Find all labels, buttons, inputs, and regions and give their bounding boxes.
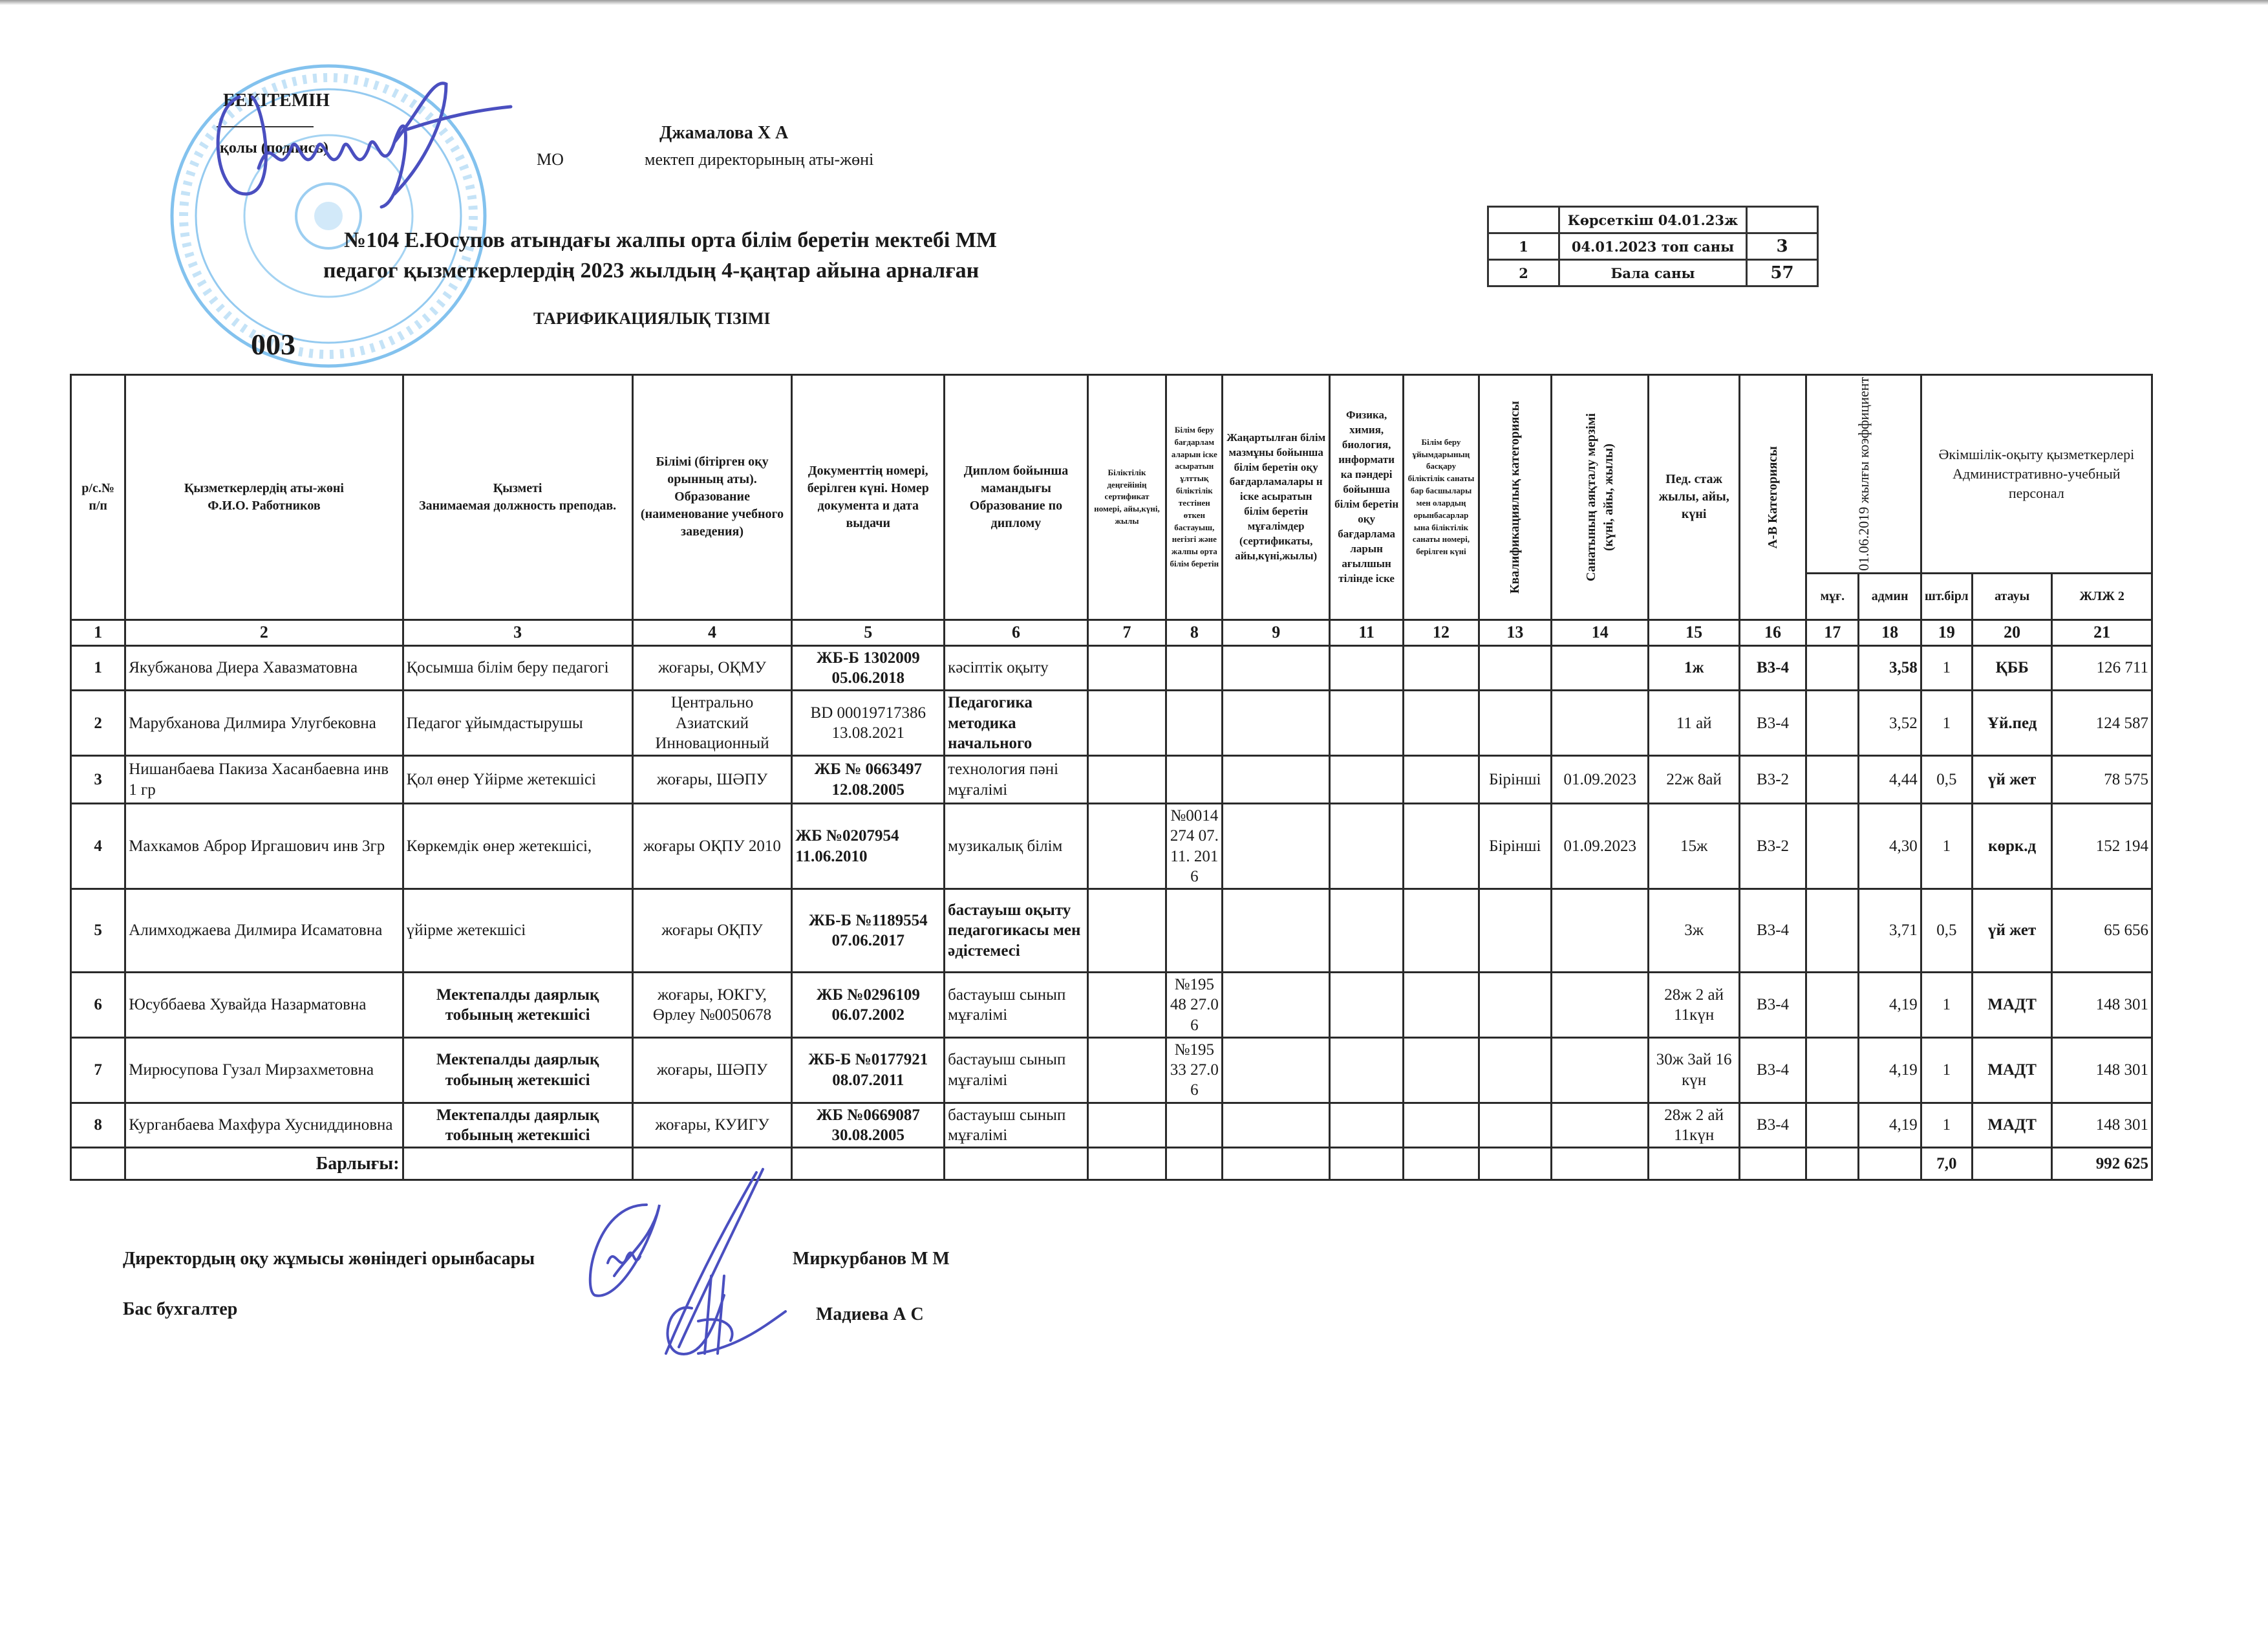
- table-cell: бастауыш сынып мұғалімі: [945, 973, 1088, 1038]
- column-number: 3: [403, 620, 632, 645]
- scan-edge: [0, 0, 2268, 5]
- table-cell: [1087, 645, 1166, 691]
- column-header: Пед. стаж жылы, айы, күні: [1649, 375, 1739, 620]
- table-cell: [1166, 645, 1223, 691]
- table-cell: [1087, 889, 1166, 973]
- table-cell: 3ж: [1649, 889, 1739, 973]
- table-cell: [1552, 645, 1649, 691]
- table-cell: [792, 1148, 945, 1180]
- column-header: [1479, 375, 1551, 620]
- footer: [70, 1249, 2153, 1352]
- document-body: [70, 374, 2153, 1352]
- table-cell: Алимходжаева Дилмира Исаматовна: [125, 889, 403, 973]
- table-cell: үй жет: [1972, 756, 2051, 804]
- table-row: [71, 889, 2152, 973]
- column-number: 9: [1223, 620, 1330, 645]
- table-cell: [1404, 889, 1479, 973]
- table-row: [71, 691, 2152, 756]
- total-row: [71, 1148, 2152, 1180]
- table-cell: [1806, 889, 1859, 973]
- table-cell: [1329, 1148, 1403, 1180]
- table-cell: [1552, 1103, 1649, 1148]
- table-cell: [1166, 1148, 1223, 1180]
- column-header-label: Квалификациялық категориясы: [1507, 400, 1522, 594]
- table-cell: үйірме жетекшісі: [403, 889, 632, 973]
- table-cell: Қол өнер Үйірме жетекшісі: [403, 756, 632, 804]
- indicator-header: Көрсеткіш 04.01.23ж: [1559, 207, 1747, 233]
- table-cell: Махкамов Аброр Иргашович инв 3гр: [125, 804, 403, 889]
- column-number: 12: [1404, 620, 1479, 645]
- table-row: [71, 1037, 2152, 1103]
- title-line-2: педагог қызметкерлердің 2023 жылдың 4-қаңтар айына арналған: [323, 259, 979, 283]
- title-line-1: №104 Е.Юсупов атындағы жалпы орта білім беретін мектебі ММ: [344, 228, 998, 252]
- accountant-name: Мадиева А С: [816, 1304, 924, 1325]
- director-signature: [200, 71, 524, 213]
- table-cell: 01.09.2023: [1552, 756, 1649, 804]
- total-units: 7,0: [1921, 1148, 1972, 1180]
- table-cell: МАДТ: [1972, 1103, 2051, 1148]
- table-cell: 4,19: [1859, 1103, 1921, 1148]
- table-cell: 1: [1921, 973, 1972, 1038]
- table-cell: Қосымша білім беру педагогі: [403, 645, 632, 691]
- table-cell: Бірінші: [1479, 756, 1551, 804]
- table-cell: 22ж 8ай: [1649, 756, 1739, 804]
- table-cell: 148 301: [2052, 973, 2152, 1038]
- table-cell: Якубжанова Диера Хавазматовна: [125, 645, 403, 691]
- table-cell: 4,19: [1859, 973, 1921, 1038]
- table-cell: [1404, 691, 1479, 756]
- document-title: ТАРИФИКАЦИЯЛЫҚ ТІЗІМІ: [533, 309, 771, 328]
- table-cell: [71, 1148, 125, 1180]
- table-cell: [1223, 973, 1330, 1038]
- deputy-signature: [569, 1166, 789, 1360]
- table-cell: 4,44: [1859, 756, 1921, 804]
- table-cell: [1223, 1037, 1330, 1103]
- table-cell: [1087, 1037, 1166, 1103]
- table-cell: Педагогика методика начального: [945, 691, 1088, 756]
- table-cell: [1806, 1037, 1859, 1103]
- column-number: 6: [945, 620, 1088, 645]
- table-cell: [1166, 691, 1223, 756]
- table-cell: ЖБ №0296109 06.07.2002: [792, 973, 945, 1038]
- table-cell: [1329, 973, 1403, 1038]
- column-number: 18: [1859, 620, 1921, 645]
- indicator-row: 2 Бала саны 57: [1488, 260, 1818, 286]
- table-cell: 1: [1921, 804, 1972, 889]
- table-cell: 1: [1921, 645, 1972, 691]
- table-cell: [1806, 973, 1859, 1038]
- table-cell: 1: [71, 645, 125, 691]
- column-number: 7: [1087, 620, 1166, 645]
- table-cell: [1552, 1148, 1649, 1180]
- table-cell: [1806, 804, 1859, 889]
- table-cell: [945, 1148, 1088, 1180]
- table-cell: 148 301: [2052, 1037, 2152, 1103]
- table-cell: В3-4: [1739, 645, 1806, 691]
- table-cell: [1329, 889, 1403, 973]
- table-cell: [1552, 1037, 1649, 1103]
- table-cell: В3-2: [1739, 804, 1806, 889]
- table-cell: №195 33 27.06: [1166, 1037, 1223, 1103]
- column-number: 17: [1806, 620, 1859, 645]
- column-number: 19: [1921, 620, 1972, 645]
- table-cell: МАДТ: [1972, 1037, 2051, 1103]
- column-header: [1552, 375, 1649, 620]
- table-cell: 0,5: [1921, 756, 1972, 804]
- table-cell: [1166, 889, 1223, 973]
- column-number: 14: [1552, 620, 1649, 645]
- signature-label: қолы (подпись): [220, 140, 328, 156]
- column-header: р/с.№ п/п: [71, 375, 125, 620]
- table-cell: [1404, 804, 1479, 889]
- table-cell: технология пәні мұғалімі: [945, 756, 1088, 804]
- table-cell: №0014274 07.11. 2016: [1166, 804, 1223, 889]
- table-cell: [1404, 973, 1479, 1038]
- table-cell: жоғары ОҚПУ 2010: [632, 804, 792, 889]
- sub-header: атауы: [1972, 573, 2051, 620]
- table-cell: жоғары, ШӘПУ: [632, 756, 792, 804]
- table-cell: В3-2: [1739, 756, 1806, 804]
- sub-header: админ: [1859, 573, 1921, 620]
- table-cell: BD 00019717386 13.08.2021: [792, 691, 945, 756]
- column-header: Жаңартылған білім мазмұны бойынша білім беретін оқу бағдарламалары н іске асыратын білім беретін мұғалімдер (сертификаты, айы,күні,жылы): [1223, 375, 1330, 620]
- table-cell: 78 575: [2052, 756, 2152, 804]
- table-cell: көрк.д: [1972, 804, 2051, 889]
- table-cell: 4,30: [1859, 804, 1921, 889]
- column-number: 2: [125, 620, 403, 645]
- sub-header: мұғ.: [1806, 573, 1859, 620]
- table-cell: 15ж: [1649, 804, 1739, 889]
- column-header: Физика, химия, биология, информати ка пәндері бойынша білім беретін оқу бағдарлама ларын ағылшын тілінде іске: [1329, 375, 1403, 620]
- table-cell: Мектепалды даярлық тобының жетекшісі: [403, 1037, 632, 1103]
- table-cell: бастауыш оқыту педагогикасы мен әдістемесі: [945, 889, 1088, 973]
- column-number: 8: [1166, 620, 1223, 645]
- table-cell: 0,5: [1921, 889, 1972, 973]
- table-cell: 152 194: [2052, 804, 2152, 889]
- table-cell: [1479, 1148, 1551, 1180]
- table-cell: ЖБ № 0663497 12.08.2005: [792, 756, 945, 804]
- table-cell: 2: [71, 691, 125, 756]
- table-cell: жоғары, ШӘПУ: [632, 1037, 792, 1103]
- table-cell: В3-4: [1739, 889, 1806, 973]
- approve-label: БЕКІТЕМІН: [223, 91, 330, 111]
- indicator-row: 1 04.01.2023 топ саны 3: [1488, 233, 1818, 260]
- table-cell: [1329, 756, 1403, 804]
- column-number: 21: [2052, 620, 2152, 645]
- table-cell: 5: [71, 889, 125, 973]
- column-header: Қызметкерлердің аты-жөні Ф.И.О. Работников: [125, 375, 403, 620]
- table-cell: [1404, 1103, 1479, 1148]
- column-header: [1739, 375, 1806, 620]
- table-cell: [1479, 889, 1551, 973]
- header-row: [71, 375, 2152, 574]
- column-header: Білім беру ұйымдарының басқару біліктілік санаты бар басшылары мен олардың орынбасарлар ына біліктілік санаты номері, берілген күні: [1404, 375, 1479, 620]
- table-cell: [1479, 691, 1551, 756]
- table-cell: [1552, 889, 1649, 973]
- table-cell: [1479, 1103, 1551, 1148]
- table-cell: №195 48 27.06: [1166, 973, 1223, 1038]
- table-cell: жоғары ОҚПУ: [632, 889, 792, 973]
- table-cell: [1329, 1037, 1403, 1103]
- table-cell: 01.09.2023: [1552, 804, 1649, 889]
- column-header: Білім беру бағдарлам аларын іске асыратын ұлттық біліктілік тестінен өткен бастауыш, негізгі және жалпы орта білім беретін: [1166, 375, 1223, 620]
- table-cell: [1223, 691, 1330, 756]
- table-cell: [1806, 645, 1859, 691]
- table-cell: [1223, 1148, 1330, 1180]
- table-cell: Мектепалды даярлық тобының жетекшісі: [403, 973, 632, 1038]
- table-cell: Центрально Азиатский Инновационный: [632, 691, 792, 756]
- table-cell: 3,52: [1859, 691, 1921, 756]
- document-number: 003: [251, 328, 295, 361]
- column-number: 13: [1479, 620, 1551, 645]
- table-cell: 1: [1921, 1037, 1972, 1103]
- table-cell: [1806, 1148, 1859, 1180]
- table-cell: ЖБ-Б №1189554 07.06.2017: [792, 889, 945, 973]
- column-number: 4: [632, 620, 792, 645]
- table-cell: Юсуббаева Хувайда Назарматовна: [125, 973, 403, 1038]
- table-cell: [1859, 1148, 1921, 1180]
- column-number: 1: [71, 620, 125, 645]
- table-cell: [1087, 756, 1166, 804]
- table-cell: [1404, 1148, 1479, 1180]
- column-header-label: А-В Категориясы: [1765, 446, 1780, 549]
- indicator-header-row: [1488, 207, 1818, 233]
- table-cell: Мектепалды даярлық тобының жетекшісі: [403, 1103, 632, 1148]
- table-cell: Мирюсупова Гузал Мирзахметовна: [125, 1037, 403, 1103]
- table-cell: жоғары, ОҚМУ: [632, 645, 792, 691]
- coefficient-header: 01.06.2019 жылғы коэффициент: [1806, 375, 1921, 574]
- column-number: 11: [1329, 620, 1403, 645]
- table-cell: жоғары, КУИГУ: [632, 1103, 792, 1148]
- column-number-row: [71, 620, 2152, 645]
- table-cell: 126 711: [2052, 645, 2152, 691]
- table-cell: [1552, 973, 1649, 1038]
- table-row: [71, 756, 2152, 804]
- table-cell: [1329, 691, 1403, 756]
- column-header: Диплом бойынша мамандығы Образование по диплому: [945, 375, 1088, 620]
- tariff-table: [70, 374, 2153, 1181]
- table-cell: [1223, 645, 1330, 691]
- column-header: Документтің номері, берілген күні. Номер документа и дата выдачи: [792, 375, 945, 620]
- table-cell: [1223, 889, 1330, 973]
- table-cell: 28ж 2 ай 11күн: [1649, 1103, 1739, 1148]
- table-cell: ЖБ №0669087 30.08.2005: [792, 1103, 945, 1148]
- table-cell: [1166, 756, 1223, 804]
- table-cell: [1329, 804, 1403, 889]
- table-cell: ЖБ-Б №0177921 08.07.2011: [792, 1037, 945, 1103]
- table-cell: [1329, 645, 1403, 691]
- table-cell: [1404, 645, 1479, 691]
- table-cell: 1: [1921, 1103, 1972, 1148]
- table-cell: Көркемдік өнер жетекшісі,: [403, 804, 632, 889]
- accountant-title: Бас бухгалтер: [123, 1299, 238, 1320]
- table-cell: [1479, 645, 1551, 691]
- column-number: 16: [1739, 620, 1806, 645]
- table-cell: [1739, 1148, 1806, 1180]
- table-cell: 4,19: [1859, 1037, 1921, 1103]
- table-cell: [1806, 1103, 1859, 1148]
- table-cell: 11 ай: [1649, 691, 1739, 756]
- table-cell: 7: [71, 1037, 125, 1103]
- table-cell: 148 301: [2052, 1103, 2152, 1148]
- admin-staff-header: Әкімшілік-оқыту қызметкерлері Административно-учебный персонал: [1921, 375, 2152, 574]
- table-cell: Бірінші: [1479, 804, 1551, 889]
- table-cell: [1806, 691, 1859, 756]
- table-cell: [1479, 973, 1551, 1038]
- column-number: 5: [792, 620, 945, 645]
- table-cell: [1087, 691, 1166, 756]
- table-cell: [1166, 1103, 1223, 1148]
- sub-header: шт.бірл: [1921, 573, 1972, 620]
- column-header: Білімі (бітірген оқу орынның аты). Образование (наименование учебного заведения): [632, 375, 792, 620]
- table-row: [71, 804, 2152, 889]
- table-cell: кәсіптік оқыту: [945, 645, 1088, 691]
- table-cell: ҚББ: [1972, 645, 2051, 691]
- table-cell: Нишанбаева Пакиза Хасанбаевна инв 1 гр: [125, 756, 403, 804]
- column-header: Қызметі Занимаемая должность преподав.: [403, 375, 632, 620]
- table-cell: Ұй.пед: [1972, 691, 2051, 756]
- table-cell: үй жет: [1972, 889, 2051, 973]
- table-cell: [1972, 1148, 2051, 1180]
- column-header-label: Санатының аяқталу мерзімі (күні, айы, жылы): [1583, 413, 1616, 581]
- deputy-title: Директордың оқу жұмысы жөніндегі орынбасары: [123, 1249, 535, 1269]
- director-caption: мектеп директорының аты-жөні: [645, 150, 874, 169]
- table-cell: [1404, 1037, 1479, 1103]
- table-cell: 30ж 3ай 16 күн: [1649, 1037, 1739, 1103]
- table-cell: В3-4: [1739, 973, 1806, 1038]
- total-label: Барлығы:: [125, 1148, 403, 1180]
- table-cell: В3-4: [1739, 691, 1806, 756]
- table-cell: 3,58: [1859, 645, 1921, 691]
- table-cell: 28ж 2 ай 11күн: [1649, 973, 1739, 1038]
- column-number: 15: [1649, 620, 1739, 645]
- table-cell: В3-4: [1739, 1037, 1806, 1103]
- table-cell: Марубханова Дилмира Улугбековна: [125, 691, 403, 756]
- table-cell: 1ж: [1649, 645, 1739, 691]
- table-row: [71, 645, 2152, 691]
- table-cell: [1223, 804, 1330, 889]
- deputy-name: Миркурбанов М М: [793, 1249, 950, 1269]
- table-cell: музикалық білім: [945, 804, 1088, 889]
- table-cell: [1329, 1103, 1403, 1148]
- mo-label: МО: [537, 150, 564, 169]
- director-name: Джамалова Х А: [659, 123, 789, 143]
- table-cell: 8: [71, 1103, 125, 1148]
- total-sum: 992 625: [2052, 1148, 2152, 1180]
- column-header: Біліктілік деңгейінің сертификат номері, айы,күні, жылы: [1087, 375, 1166, 620]
- table-cell: бастауыш сынып мұғалімі: [945, 1037, 1088, 1103]
- table-cell: жоғары, ЮКГУ, Өрлеу №0050678: [632, 973, 792, 1038]
- table-row: [71, 1103, 2152, 1148]
- table-cell: бастауыш сынып мұғалімі: [945, 1103, 1088, 1148]
- table-row: [71, 973, 2152, 1038]
- table-cell: [1552, 691, 1649, 756]
- indicator-table: [1487, 206, 1819, 287]
- table-cell: 65 656: [2052, 889, 2152, 973]
- table-cell: [1404, 756, 1479, 804]
- table-cell: МАДТ: [1972, 973, 2051, 1038]
- table-cell: 4: [71, 804, 125, 889]
- table-cell: 3,71: [1859, 889, 1921, 973]
- table-cell: [1806, 756, 1859, 804]
- table-cell: [1649, 1148, 1739, 1180]
- table-cell: 124 587: [2052, 691, 2152, 756]
- table-cell: [1479, 1037, 1551, 1103]
- table-cell: [1087, 804, 1166, 889]
- table-cell: [1087, 1103, 1166, 1148]
- table-cell: Курганбаева Махфура Хусниддиновна: [125, 1103, 403, 1148]
- table-cell: [1087, 973, 1166, 1038]
- table-cell: 6: [71, 973, 125, 1038]
- table-cell: ЖБ-Б 1302009 05.06.2018: [792, 645, 945, 691]
- column-number: 20: [1972, 620, 2051, 645]
- table-cell: ЖБ №0207954 11.06.2010: [792, 804, 945, 889]
- table-cell: Педагог ұйымдастырушы: [403, 691, 632, 756]
- table-cell: [1087, 1148, 1166, 1180]
- table-cell: 3: [71, 756, 125, 804]
- table-cell: [1223, 1103, 1330, 1148]
- sub-header: ЖЛЖ 2: [2052, 573, 2152, 620]
- table-cell: [1223, 756, 1330, 804]
- table-cell: В3-4: [1739, 1103, 1806, 1148]
- table-cell: 1: [1921, 691, 1972, 756]
